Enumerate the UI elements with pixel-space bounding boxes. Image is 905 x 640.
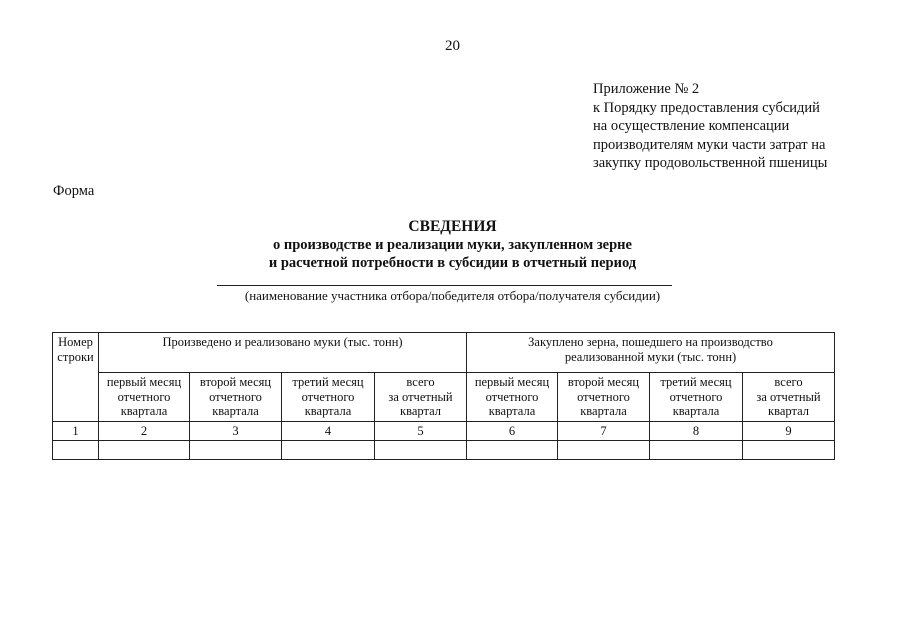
appendix-line: на осуществление компенсации xyxy=(593,118,790,134)
appendix-line: к Порядку предоставления субсидий xyxy=(593,99,820,116)
form-label: Форма xyxy=(53,183,95,199)
sub-header-cell: третий месяц отчетного квартала xyxy=(282,373,375,422)
name-caption: (наименование участника отбора/победителя отбора/получателя субсидии) xyxy=(244,288,661,303)
name-fill-line xyxy=(217,285,672,286)
appendix-block xyxy=(593,80,893,173)
column-number: 1 xyxy=(53,421,99,441)
sub-header-cell: первый месяц отчетного квартала xyxy=(467,373,558,422)
column-number: 3 xyxy=(190,421,282,441)
title-main: СВЕДЕНИЯ xyxy=(408,218,497,235)
empty-cell xyxy=(375,441,467,460)
sub-header-cell: первый месяц отчетного квартала xyxy=(99,373,190,422)
empty-cell xyxy=(53,441,99,460)
title-line-1: о производстве и реализации муки, закупленном зерне xyxy=(273,237,632,253)
column-number-row xyxy=(53,421,835,441)
sub-header-cell: второй месяц отчетного квартала xyxy=(558,373,650,422)
row-number-header: Номер строки xyxy=(53,333,99,422)
column-number: 2 xyxy=(99,421,190,441)
column-number: 5 xyxy=(375,421,467,441)
empty-cell xyxy=(190,441,282,460)
flour-group-header: Произведено и реализовано муки (тыс. тонн) xyxy=(99,333,467,373)
empty-data-row xyxy=(53,441,835,460)
sub-header-cell: третий месяц отчетного квартала xyxy=(650,373,743,422)
report-table xyxy=(52,332,835,460)
empty-cell xyxy=(99,441,190,460)
column-number: 4 xyxy=(282,421,375,441)
appendix-line: производителям муки части затрат на xyxy=(593,136,826,153)
empty-cell xyxy=(558,441,650,460)
column-number: 8 xyxy=(650,421,743,441)
column-number: 6 xyxy=(467,421,558,441)
sub-header-cell: всего за отчетный квартал xyxy=(375,373,467,422)
empty-cell xyxy=(743,441,835,460)
empty-cell xyxy=(650,441,743,460)
appendix-line: Приложение № 2 xyxy=(593,81,700,97)
sub-header-cell: всего за отчетный квартал xyxy=(743,373,835,422)
column-number: 7 xyxy=(558,421,650,441)
appendix-line: закупку продовольственной пшеницы xyxy=(593,155,828,171)
title-line-2: и расчетной потребности в субсидии в отчетный период xyxy=(268,255,637,271)
grain-group-header: Закуплено зерна, пошедшего на производство реализованной муки (тыс. тонн) xyxy=(467,333,835,373)
empty-cell xyxy=(467,441,558,460)
empty-cell xyxy=(282,441,375,460)
sub-header-cell: второй месяц отчетного квартала xyxy=(190,373,282,422)
column-number: 9 xyxy=(743,421,835,441)
page-number: 20 xyxy=(445,38,460,54)
document-title xyxy=(0,217,905,272)
